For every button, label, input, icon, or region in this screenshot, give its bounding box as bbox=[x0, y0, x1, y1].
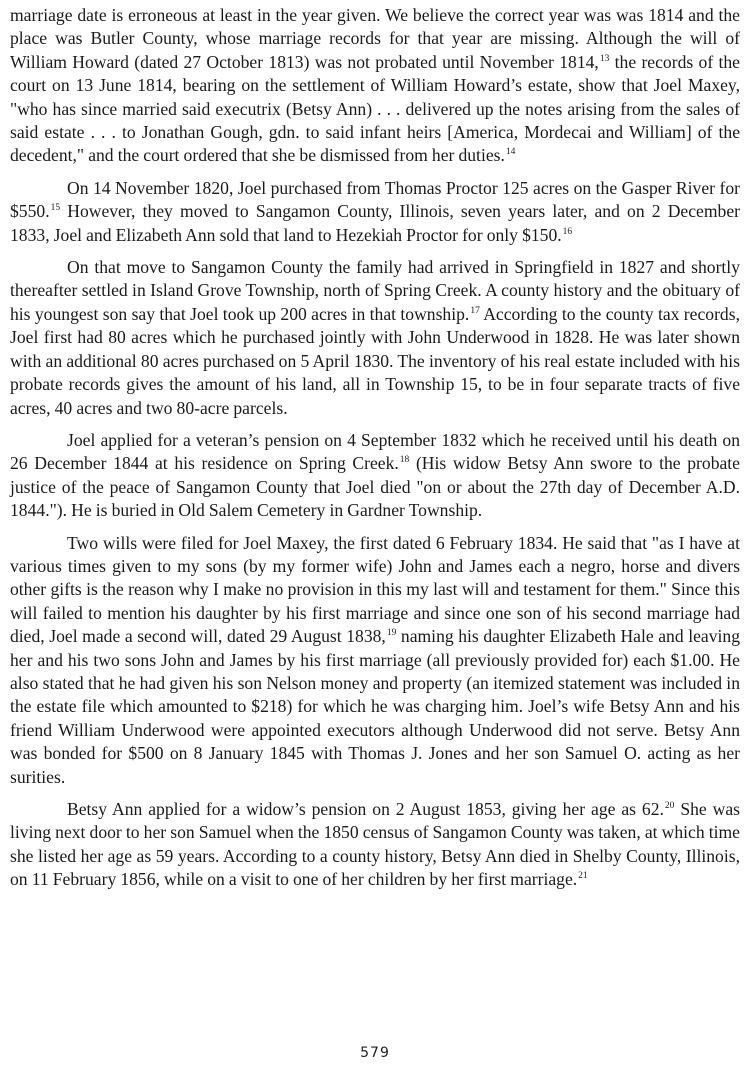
paragraph-text: Betsy Ann applied for a widow’s pension on 2 August 1853, giving her age as 62. bbox=[67, 799, 664, 819]
footnote-ref-19: 19 bbox=[386, 628, 397, 639]
paragraph-sangamon-move bbox=[10, 256, 740, 420]
footnote-ref-13: 13 bbox=[599, 53, 610, 64]
footnote-ref-18: 18 bbox=[399, 455, 410, 466]
paragraph-text: the records of the court on 13 June 1814, bearing on the settlement of William Howard’s estate, show that Joel Maxey, "who has since married said executrix (Betsy Ann) . . . delivered up the notes arising from the sales of said estate . . . to Jonathan Gough, gdn. to said infant heirs [America, Mordecai and William] of the decedent," and the court ordered that she be dismissed from her duties. bbox=[10, 51, 740, 166]
footnote-ref-17: 17 bbox=[470, 305, 480, 316]
page-number: 579 bbox=[360, 1045, 390, 1061]
paragraph-two-wills bbox=[10, 532, 740, 789]
paragraph-text: (His widow Betsy Ann swore to the probate justice of the peace of Sangamon County that Joel died "on or about the 27th day of December A.D. 1844."). He is buried in Old Salem Cemetery in Gardner Township. bbox=[10, 453, 740, 521]
footnote-ref-20: 20 bbox=[664, 800, 675, 811]
paragraph-widow-pension bbox=[10, 798, 740, 892]
paragraph-text: Joel applied for a veteran’s pension on 4 September 1832 which he received until his death on 26 December 1844 at his residence on Spring Creek. bbox=[10, 429, 740, 474]
paragraph-text: On 14 November 1820, Joel purchased from Thomas Proctor 125 acres on the Gasper River for $550. bbox=[10, 177, 740, 222]
document-page bbox=[10, 4, 740, 892]
footnote-ref-16: 16 bbox=[562, 226, 573, 237]
paragraph-text: On that move to Sangamon County the family had arrived in Springfield in 1827 and shortly thereafter settled in Island Grove Township, north of Spring Creek. A county history and the obituary of his youngest son say that Joel took up 200 acres in that township. bbox=[10, 257, 740, 324]
footnote-ref-14: 14 bbox=[505, 147, 516, 158]
paragraph-gasper-river-purchase bbox=[10, 177, 740, 247]
paragraph-text: naming his daughter Elizabeth Hale and leaving her and his two sons John and James by his first marriage (all previously provided for) each $1.00. He also stated that he had given his son Nelson money and property (an itemized statement was included in the estate file which amounted to $218) for which he was charging him. Joel’s wife Betsy Ann and his friend William Underwood were appointed executors although Underwood did not serve. Betsy Ann was bonded for $500 on 8 January 1845 with Thomas J. Jones and her son Samuel O. acting as her surities. bbox=[10, 626, 740, 787]
footnote-ref-15: 15 bbox=[50, 203, 61, 214]
paragraph-text: According to the county tax records, Joel first had 80 acres which he purchased jointly with John Underwood in 1828. He was later shown with an additional 80 acres purchased on 5 April 1830. The inventory of his real estate included with his probate records gives the amount of his land, all in Township 15, to be in four separate tracts of five acres, 40 acres and two 80-acre parcels. bbox=[10, 303, 740, 418]
paragraph-veteran-pension bbox=[10, 429, 740, 523]
footnote-ref-21: 21 bbox=[578, 871, 588, 882]
paragraph-text: She was living next door to her son Samuel when the 1850 census of Sangamon County was taken, at which time she listed her age as 59 years. According to a county history, Betsy Ann died in Shelby County, Illinois, on 11 February 1856, while on a visit to one of her children by her first marriage. bbox=[10, 799, 740, 890]
paragraph-marriage-records bbox=[10, 4, 740, 168]
paragraph-text: However, they moved to Sangamon County, Illinois, seven years later, and on 2 December 1833, Joel and Elizabeth Ann sold that land to Hezekiah Proctor for only $150. bbox=[10, 201, 740, 245]
paragraph-text: marriage date is erroneous at least in the year given. We believe the correct year was was 1814 and the place was Butler County, whose marriage records for that year are missing. Although the will of William Howard (dated 27 October 1813) was not probated until November 1814, bbox=[10, 5, 740, 72]
paragraph-text: Two wills were filed for Joel Maxey, the first dated 6 February 1834. He said that "as I have at various times given to my sons (by my former wife) John and James each a negro, horse and divers other gifts is the reason why I make no provision in this my last will and testament for them." Since this will failed to mention his daughter by his first marriage and since one son of his second marriage had died, Joel made a second will, dated 29 August 1838, bbox=[10, 532, 740, 647]
